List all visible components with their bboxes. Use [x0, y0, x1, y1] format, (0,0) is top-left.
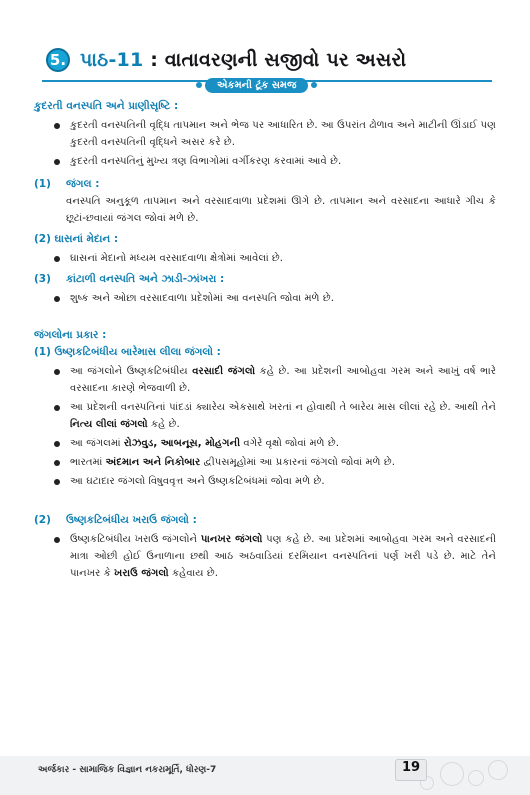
subsection-heading: (1) ઉષ્ણકટિબંધીય બારેમાસ લીલા જંગલો : [34, 346, 221, 358]
section-heading-text: ઉષ્ણકટિબંધીય ખરાઉ જંગલો : [66, 514, 197, 526]
content-body [34, 98, 496, 584]
page-number: 19 [401, 760, 421, 775]
section-heading-text: જંગલ : [66, 178, 100, 190]
bullet-item [48, 531, 496, 582]
chapter-number-badge: 5. [46, 48, 70, 72]
section-heading [34, 176, 496, 193]
section-number: (1) [34, 178, 51, 190]
bullet-item: આ ઘટાદાર જંગલો વિષુવવૃત્ત અને ઉષ્ણકટિબંધમાં જોવા મળે છે. [48, 473, 496, 490]
bullet-item [48, 399, 496, 433]
bold-term: ખરાઉ જંગલો [114, 568, 169, 579]
bold-term: વરસાદી જંગલો [192, 366, 256, 377]
text-run: કહે છે. આ પ્રદેશની આબોહવા ગરમ અને આખું વર્ષ ભારે વરસાદના કારણે ભેજવાળી છે. [70, 366, 496, 394]
footer-text: અર્જકાર - સામાજિક વિજ્ઞાન નકરામૂર્તિ, ધોરણ-7 [38, 765, 217, 775]
summary-badge [196, 76, 317, 94]
section-number: (3) [34, 273, 51, 285]
text-run: આ જંગલોને ઉષ્ણકટિબંધીય [70, 366, 193, 377]
decorative-bubble [440, 762, 464, 786]
bullet-item [48, 435, 496, 452]
section-heading [34, 512, 496, 529]
text-run: ઉષ્ણકટિબંધીય ખરાઉ જંગલોને [70, 534, 201, 545]
decorative-bubble [488, 760, 508, 780]
bullet-item [48, 363, 496, 397]
paragraph: વનસ્પતિ અનુકૂળ તાપમાન અને વરસાદવાળા પ્રદેશમાં ઊગે છે. તાપમાન અને વરસાદના આધારે ગીચ કે છૂટાં-છવાયાં જંગલ જોવાં મળે છે. [66, 196, 496, 224]
lesson-label: પાઠ-11 [80, 49, 144, 71]
text-run: આ પ્રદેશની વનસ્પતિનાં પાંદડાં ક્યારેય એકસાથે ખરતાં ન હોવાથી તે બારેય માસ લીલાં રહે છે. આથી તેને [70, 402, 496, 413]
section-heading-text: કાંટાળી વનસ્પતિ અને ઝાડી-ઝાંખરા : [66, 273, 225, 285]
bold-term: અંદમાન અને નિકોબાર [105, 457, 201, 468]
text-run: કહે છે. [147, 419, 180, 430]
bold-term: પાનખર જંગલો [200, 534, 263, 545]
section-heading: કુદરતી વનસ્પતિ અને પ્રાણીસૃષ્ટિ : [34, 100, 179, 112]
bold-term: નિત્ય લીલાં જંગલો [70, 419, 148, 430]
section-heading: (2) ઘાસનાં મેદાન : [34, 233, 119, 245]
section-heading: જંગલોના પ્રકાર : [34, 329, 107, 341]
text-run: દ્વીપસમૂહોમાં આ પ્રકારનાં જંગલો જોવાં મળે છે. [200, 457, 395, 468]
text-run: પણ કહે છે. આ પ્રદેશમાં આબોહવા ગરમ અને વરસાદની માત્રા ઓછી હોઈ ઉનાળાના છથી આઠ અઠવાડિયાં દરમિયાન વનસ્પતિનાં પર્ણ ખરી પડે છે. માટે તેને પાનખર કે [70, 534, 496, 579]
bullet-item: શુષ્ક અને ઓછા વરસાદવાળા પ્રદેશોમાં આ વનસ્પતિ જોવા મળે છે. [48, 290, 496, 307]
section-number: (2) [34, 514, 51, 526]
bullet-item: ઘાસનાં મેદાનો મધ્યમ વરસાદવાળા ક્ષેત્રોમાં આવેલાં છે. [48, 250, 496, 267]
summary-badge-label: એકમની ટૂંક સમજ [205, 78, 308, 93]
badge-dot-left [196, 82, 202, 88]
text-run: આ જંગલમાં [70, 438, 124, 449]
chapter-title-text: : વાતાવરણની સજીવો પર અસરો [150, 49, 407, 71]
bullet-item: કુદરતી વનસ્પતિની વૃદ્ધિ તાપમાન અને ભેજ પર આધારિત છે. આ ઉપરાંત ઢોળાવ અને માટીની ઊંડાઈ પણ કુદરતી વનસ્પતિની વૃદ્ધિને અસર કરે છે. [48, 117, 496, 151]
bold-term: રોઝવુડ, આબનૂસ, મોહગની [123, 438, 241, 449]
text-run: વગેરે વૃક્ષો જોવાં મળે છે. [240, 438, 339, 449]
text-run: ભારતમાં [70, 457, 106, 468]
decorative-bubble [468, 770, 484, 786]
bullet-item [48, 454, 496, 471]
text-run: કહેવાય છે. [168, 568, 218, 579]
section-heading [34, 271, 496, 288]
chapter-header [46, 44, 406, 76]
bullet-item: કુદરતી વનસ્પતિનું મુખ્ય ત્રણ વિભાગોમાં વર્ગીકરણ કરવામાં આવે છે. [48, 153, 496, 170]
chapter-title [80, 49, 406, 71]
badge-dot-right [311, 82, 317, 88]
page-footer [0, 756, 530, 795]
